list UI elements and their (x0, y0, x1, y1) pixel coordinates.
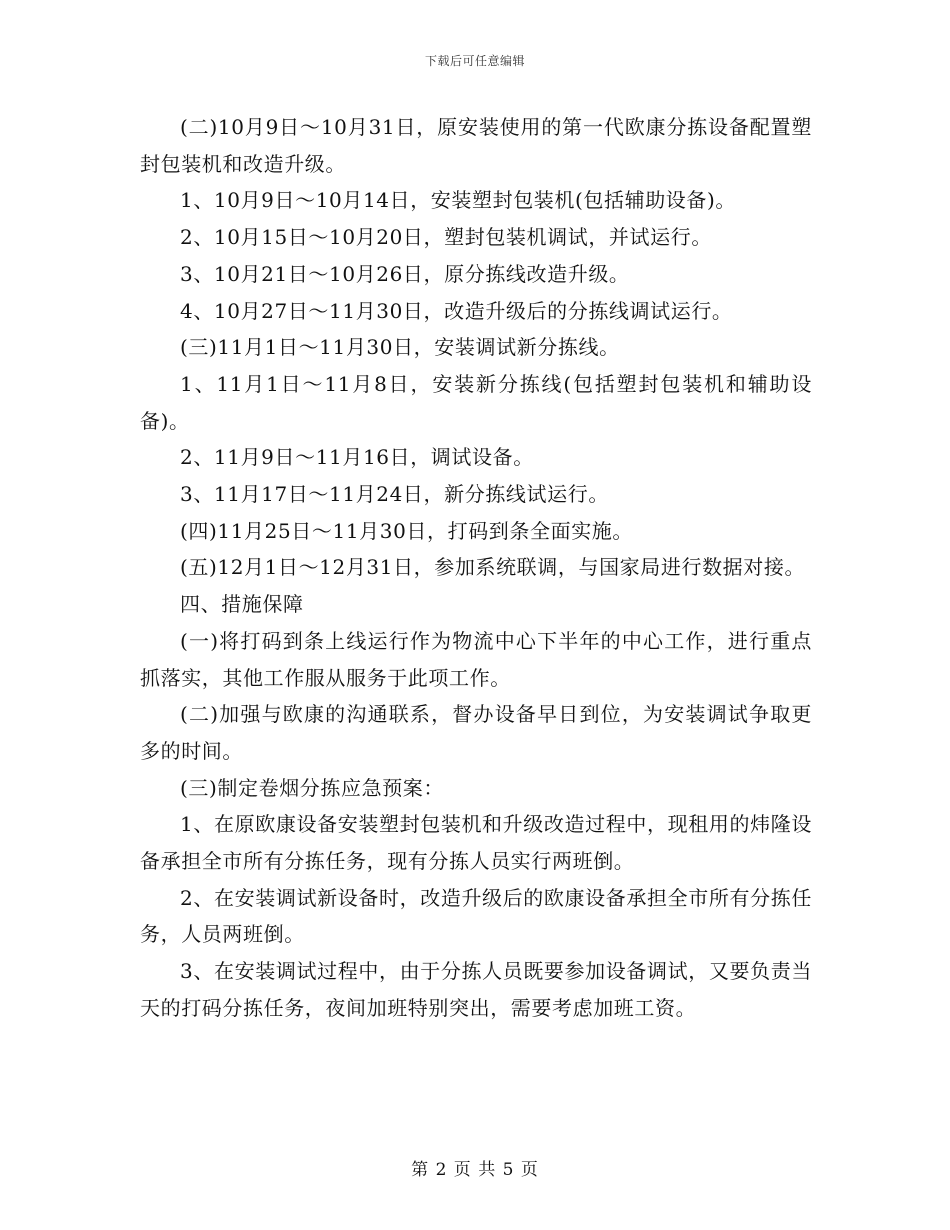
page-footer: 第 2 页 共 5 页 (411, 1160, 539, 1180)
paragraph: (三)11月1日～11月30日，安装调试新分拣线。 (180, 335, 620, 360)
paragraph: (五)12月1日～12月31日，参加系统联调，与国家局进行数据对接。 (180, 555, 806, 580)
paragraph: 2、10月15日～10月20日，塑封包装机调试，并试运行。 (180, 225, 712, 250)
paragraph: 1、10月9日～10月14日，安装塑封包装机(包括辅助设备)。 (180, 188, 737, 213)
page-header: 下载后可任意编辑 (424, 54, 525, 68)
paragraph: 3、10月21日～10月26日，原分拣线改造升级。 (180, 261, 630, 286)
paragraph: (四)11月25日～11月30日，打码到条全面实施。 (180, 518, 634, 543)
paragraph: (二)10月9日～10月31日，原安装使用的第一代欧康分拣设备配置塑封包装机和改造升级。 (140, 115, 812, 176)
paragraph: (一)将打码到条上线运行作为物流中心下半年的中心工作，进行重点抓落实，其他工作服从服务于此项工作。 (140, 628, 812, 690)
section-heading: 四、措施保障 (180, 592, 304, 617)
paragraph: 3、11月17日～11月24日，新分拣线试运行。 (180, 482, 609, 507)
paragraph: 1、11月1日～11月8日，安装新分拣线(包括塑封包装机和辅助设备)。 (140, 371, 812, 433)
paragraph: 1、在原欧康设备安装塑封包装机和升级改造过程中，现租用的炜隆设备承担全市所有分拣任务，现有分拣人员实行两班倒。 (140, 812, 812, 874)
paragraph: (三)制定卷烟分拣应急预案： (180, 775, 445, 800)
paragraph: 2、11月9日～11月16日，调试设备。 (180, 445, 534, 470)
paragraph: 2、在安装调试新设备时，改造升级后的欧康设备承担全市所有分拣任务，人员两班倒。 (140, 885, 812, 947)
paragraph: 3、在安装调试过程中，由于分拣人员既要参加设备调试，又要负责当天的打码分拣任务，夜间加班特别突出，需要考虑加班工资。 (140, 959, 812, 1020)
document-body (140, 109, 812, 1027)
paragraph: 4、10月27日～11月30日，改造升级后的分拣线调试运行。 (180, 298, 733, 323)
paragraph: (二)加强与欧康的沟通联系，督办设备早日到位，为安装调试争取更多的时间。 (140, 702, 812, 763)
